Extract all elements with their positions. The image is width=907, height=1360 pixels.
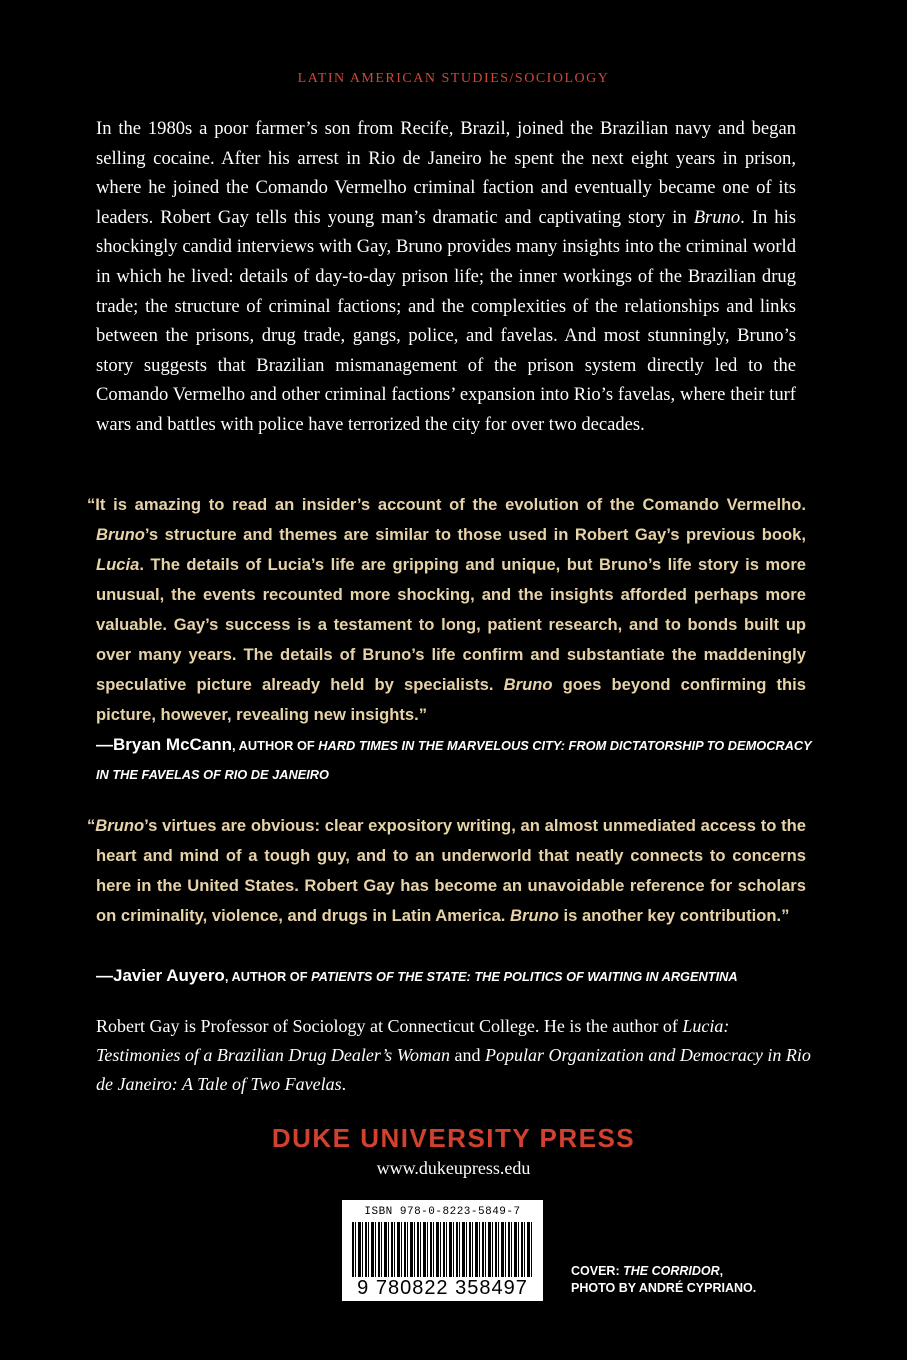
barcode-digits: 9 780822 358497 <box>344 1277 541 1299</box>
blurb-attribution-auyero: —Javier Auyero, AUTHOR OF PATIENTS OF THE STATE: THE POLITICS OF WAITING IN ARGENTINA <box>96 966 738 985</box>
barcode-bars <box>352 1222 533 1280</box>
isbn-barcode <box>342 1200 543 1301</box>
cover-credit: COVER: THE CORRIDOR, PHOTO BY ANDRÉ CYPRIANO. <box>571 1264 757 1295</box>
author-bio: Robert Gay is Professor of Sociology at Connecticut College. He is the author of Lucia: Testimonies of a Brazilian Drug Dealer’s Woman and Popular Organization and Democracy in Rio de Janeiro: A Tale of Two Favelas. <box>96 1016 811 1094</box>
category-label: LATIN AMERICAN STUDIES/SOCIOLOGY <box>297 71 610 86</box>
publisher-name: DUKE UNIVERSITY PRESS <box>271 1123 636 1153</box>
intro-paragraph: In the 1980s a poor farmer’s son from Recife, Brazil, joined the Brazilian navy and began selling cocaine. After his arrest in Rio de Janeiro he spent the next eight years in prison, where he joined the Comando Vermelho criminal faction and eventually became one of its leaders. Robert Gay tells this young man’s dramatic and captivating story in Bruno. In his shockingly candid interviews with Gay, Bruno provides many insights into the criminal world in which he lived: details of day-to-day prison life; the inner workings of the Brazilian drug trade; the structure of criminal factions; and the complexities of the relationships and links between the prisons, drug trade, gangs, police, and favelas. And most stunningly, Bruno’s story suggests that Brazilian mismanagement of the prison system directly led to the Comando Vermelho and other criminal factions’ expansion into Rio’s favelas, where their turf wars and battles with police have terrorized the city for over two decades. <box>96 118 796 435</box>
blurb-quote-mccann: “It is amazing to read an insider’s account of the evolution of the Comando Vermelho. Bruno’s structure and themes are similar to those used in Robert Gay’s previous book, Lucia. The details of Lucia’s life are gripping and unique, but Bruno’s life story is more unusual, the events recounted more shocking, and the insights afforded perhaps more valuable. Gay’s success is a testament to long, patient research, and to bonds built up over many years. The details of Bruno’s life confirm and substantiate the maddeningly speculative picture already held by specialists. Bruno goes beyond confirming this picture, however, revealing new insights.” <box>87 495 807 724</box>
publisher-url: www.dukeupress.edu <box>376 1158 531 1178</box>
isbn-label: ISBN 978-0-8223-5849-7 <box>364 1206 521 1218</box>
blurb-quote-auyero: “Bruno’s virtues are obvious: clear expository writing, an almost unmediated access to the heart and mind of a tough guy, and to an underworld that neatly connects to concerns here in the United States. Robert Gay has become an unavoidable reference for scholars on criminality, violence, and drugs in Latin America. Bruno is another key contribution.” <box>87 816 806 925</box>
blurb-attribution-mccann: —Bryan McCann, AUTHOR OF HARD TIMES IN THE MARVELOUS CITY: FROM DICTATORSHIP TO DEMOCRACY IN THE FAVELAS OF RIO DE JANEIRO <box>96 735 812 782</box>
